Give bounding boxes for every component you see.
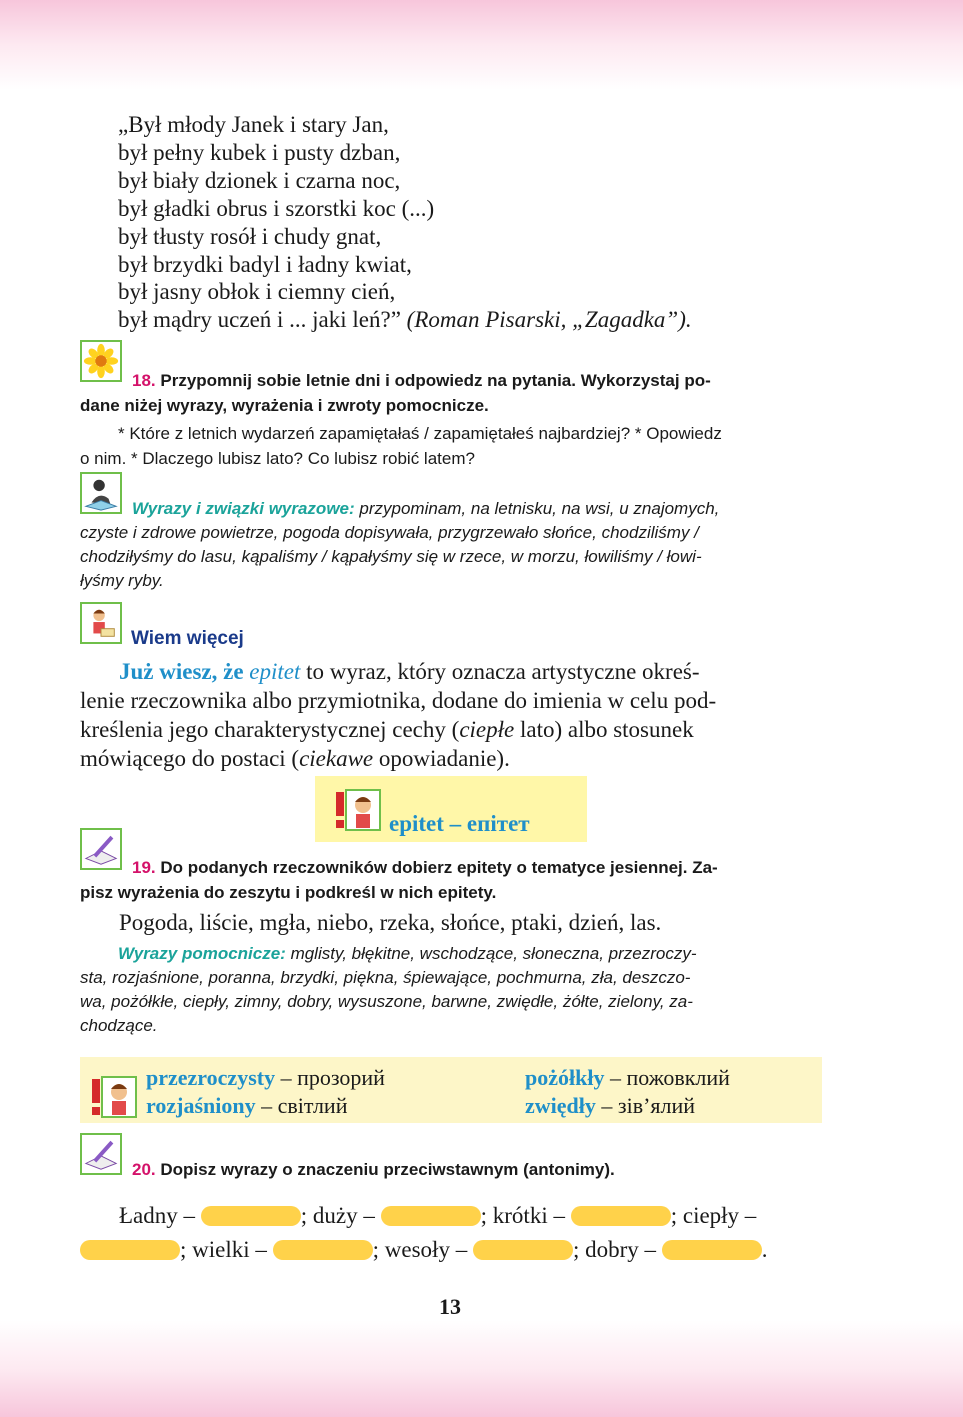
helper-text: łyśmy ryby. — [80, 571, 164, 590]
vocab-ua: – зів’ялий — [595, 1093, 696, 1118]
exercise-18-questions — [80, 421, 825, 471]
answer-blank[interactable] — [473, 1240, 573, 1260]
vocab-term: epitet – епітет — [389, 811, 530, 836]
instruction-text: Do podanych rzeczowników dobierz epitety o tematyce jesiennej. Za- — [160, 858, 718, 877]
definition-text: lenie rzeczownika albo przymiotnika, dodane do imienia w celu pod- — [80, 688, 717, 713]
poem-line-text: był mądry uczeń i ... jaki leń?” — [118, 307, 401, 333]
answer-blank[interactable] — [662, 1240, 762, 1260]
answer-blank[interactable] — [381, 1206, 481, 1226]
helper-text: wa, pożółkłe, ciepły, zimny, dobry, wysuszone, barwne, zwiędłe, żółte, zielony, za- — [80, 992, 693, 1011]
exercise-18-instruction — [80, 368, 825, 418]
pen-notebook-icon — [80, 1133, 122, 1175]
vocab-ua: – пожовклий — [604, 1065, 730, 1090]
word: ; dobry – — [572, 1237, 662, 1262]
helper-text: przypominam, na letnisku, na wsi, u znajomych, — [354, 499, 720, 518]
section-title: Wiem więcej — [131, 628, 244, 649]
exercise-number: 19. — [132, 858, 156, 877]
poem-line: był brzydki badyl i ładny kwiat, — [118, 251, 412, 277]
instruction-text: dane niżej wyrazy, wyrażenia i zwroty pomocnicze. — [80, 396, 489, 415]
word: ; duży – — [300, 1203, 381, 1228]
poem-line — [118, 306, 692, 334]
poem-line: był gładki obrus i szorstki koc (...) — [118, 195, 435, 221]
example-word: ciekawe — [299, 746, 374, 771]
example-word: ciepłe — [459, 717, 515, 742]
helper-text: sta, rozjaśnione, poranna, brzydki, piękna, śpiewające, pochmurna, zła, deszczo- — [80, 968, 691, 987]
answer-blank[interactable] — [80, 1240, 180, 1260]
question-line: * Które z letnich wydarzeń zapamiętałaś / zapamiętałeś najbardziej? * Opowiedz — [118, 424, 722, 443]
exercise-number: 18. — [132, 371, 156, 390]
instruction-text: Dopisz wyrazy o znaczeniu przeciwstawnym (antonimy). — [160, 1160, 615, 1179]
helper-label: Wyrazy pomocnicze: — [118, 944, 286, 963]
poem-line: był tłusty rosół i chudy gnat, — [118, 223, 382, 249]
helper-words-1 — [80, 497, 825, 593]
boy-exclamation-icon — [334, 788, 382, 832]
poem-line: był pełny kubek i pusty dzban, — [118, 139, 401, 165]
helper-text: chodziłyśmy do lasu, kąpaliśmy / kąpałyśmy się w rzece, w morzu, łowiliśmy / łowi- — [80, 547, 702, 566]
word: . — [761, 1237, 768, 1262]
vocab-pl: przezroczysty — [146, 1065, 276, 1090]
definition-text: to wyraz, który oznacza artystyczne okreś- — [300, 659, 700, 684]
definition-text: lato) albo stosunek — [514, 717, 694, 742]
term: epitet — [249, 659, 301, 684]
antonym-line — [119, 1203, 756, 1229]
exercise-20-instruction — [132, 1160, 615, 1180]
helper-text: chodzące. — [80, 1016, 158, 1035]
vocab-ua: – світлий — [255, 1093, 348, 1118]
vocab-ua: – прозорий — [275, 1065, 385, 1090]
helper-label: Wyrazy i związki wyrazowe: — [132, 499, 355, 518]
exercise-number: 20. — [132, 1160, 156, 1179]
definition-text: kreślenia jego charakterystycznej cechy ( — [80, 717, 460, 742]
word: ; wielki – — [180, 1237, 273, 1262]
poem-line: „Był młody Janek i stary Jan, — [118, 112, 389, 137]
antonym-line — [80, 1237, 768, 1263]
word: ; ciepły – — [670, 1203, 757, 1228]
instruction-text: pisz wyrażenia do zeszytu i podkreśl w nich epitety. — [80, 883, 497, 902]
poem — [118, 111, 692, 334]
word: Ładny – — [119, 1203, 201, 1228]
poem-source: (Roman Pisarski, „Zagadka”). — [400, 307, 692, 333]
exercise-19-instruction — [80, 855, 825, 905]
vocab-column — [146, 1064, 385, 1120]
definition-text: opowiadanie). — [373, 746, 510, 771]
helper-words-2 — [80, 942, 825, 1038]
vocab-pl: pożółkły — [525, 1065, 605, 1090]
lead-text: Już wiesz, że — [119, 659, 250, 684]
answer-blank[interactable] — [273, 1240, 373, 1260]
word: ; wesoły – — [372, 1237, 473, 1262]
definition-text: mówiącego do postaci ( — [80, 746, 300, 771]
instruction-text: Przypomnij sobie letnie dni i odpowiedz na pytania. Wykorzystaj po- — [160, 371, 711, 390]
helper-text: mglisty, błękitne, wschodzące, słoneczna, przezroczy- — [285, 944, 697, 963]
vocab-pl: rozjaśniony — [146, 1093, 256, 1118]
question-line: o nim. * Dlaczego lubisz lato? Co lubisz robić latem? — [80, 449, 475, 468]
word: ; krótki – — [480, 1203, 571, 1228]
boy-exclamation-icon — [90, 1075, 138, 1119]
vocab-pl: zwiędły — [525, 1093, 596, 1118]
noun-list: Pogoda, liście, mgła, niebo, rzeka, słońce, ptaki, dzień, las. — [119, 910, 662, 935]
poem-line: był biały dzionek i czarna noc, — [118, 167, 401, 193]
helper-text: czyste i zdrowe powietrze, pogoda dopisywała, przygrzewało słońce, chodziliśmy / — [80, 523, 699, 542]
epitet-definition — [80, 657, 825, 773]
answer-blank[interactable] — [201, 1206, 301, 1226]
page-number: 13 — [439, 1294, 461, 1319]
poem-line: był jasny obłok i ciemny cień, — [118, 279, 396, 305]
vocab-column — [525, 1064, 730, 1120]
answer-blank[interactable] — [571, 1206, 671, 1226]
girl-writing-icon — [80, 602, 122, 644]
